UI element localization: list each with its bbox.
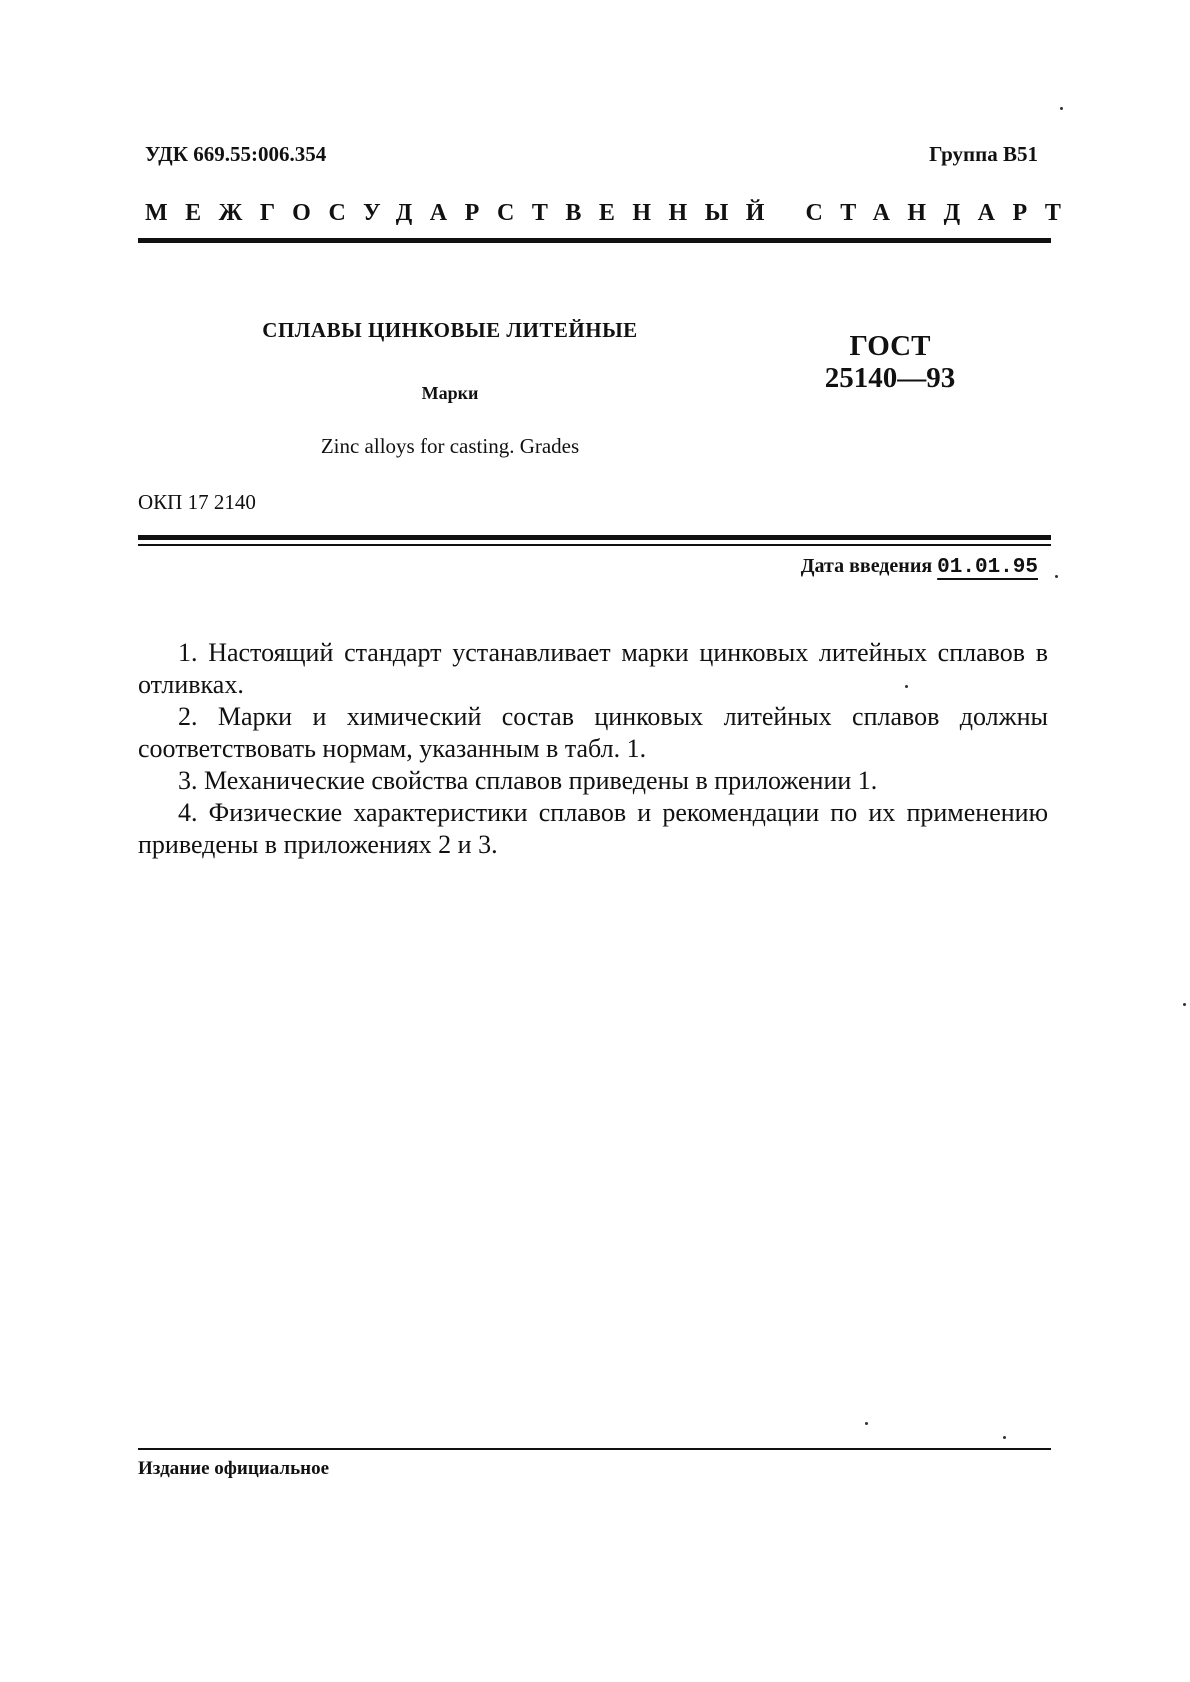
title-rule-thin: [138, 544, 1051, 546]
standard-banner: МЕЖГОСУДАРСТВЕННЫЙ СТАНДАРТ: [145, 200, 1079, 226]
udk-code: УДК 669.55:006.354: [145, 142, 327, 166]
introduction-date-label: Дата введения: [800, 555, 933, 577]
gost-designation: [810, 330, 970, 394]
document-body: [138, 637, 1048, 861]
scan-speck: [1060, 107, 1063, 110]
edition-note: Издание официальное: [138, 1458, 330, 1479]
paragraph: 3. Механические свойства сплавов приведены в приложении 1.: [178, 766, 878, 795]
introduction-date-value: 01.01.95: [937, 556, 1038, 579]
scan-speck: [1003, 1436, 1006, 1439]
footer-rule: [138, 1448, 1051, 1450]
scan-speck: [865, 1422, 868, 1425]
scan-speck: [905, 685, 908, 688]
group-code: Группа В51: [929, 142, 1038, 166]
header-rule: [138, 238, 1051, 243]
okp-code: ОКП 17 2140: [138, 490, 256, 514]
document-title-english: Zinc alloys for casting. Grades: [320, 434, 580, 458]
title-rule-thick: [138, 535, 1051, 540]
paragraph: 1. Настоящий стандарт устанавливает марки цинковых литейных сплавов в отливках.: [138, 638, 1048, 699]
gost-number: 25140—93: [824, 362, 956, 394]
introduction-date: [801, 555, 1038, 579]
scan-speck: [1055, 575, 1058, 578]
paragraph: 2. Марки и химический состав цинковых литейных сплавов должны соответствовать нормам, указанным в табл. 1.: [138, 702, 1048, 763]
title-block: [230, 318, 670, 459]
paragraph: 4. Физические характеристики сплавов и рекомендации по их применению приведены в приложениях 2 и 3.: [138, 798, 1048, 859]
document-title: СПЛАВЫ ЦИНКОВЫЕ ЛИТЕЙНЫЕ: [262, 318, 638, 342]
scan-speck: [1183, 1003, 1186, 1006]
gost-label: ГОСТ: [849, 330, 931, 362]
document-subtitle: Марки: [421, 383, 479, 403]
